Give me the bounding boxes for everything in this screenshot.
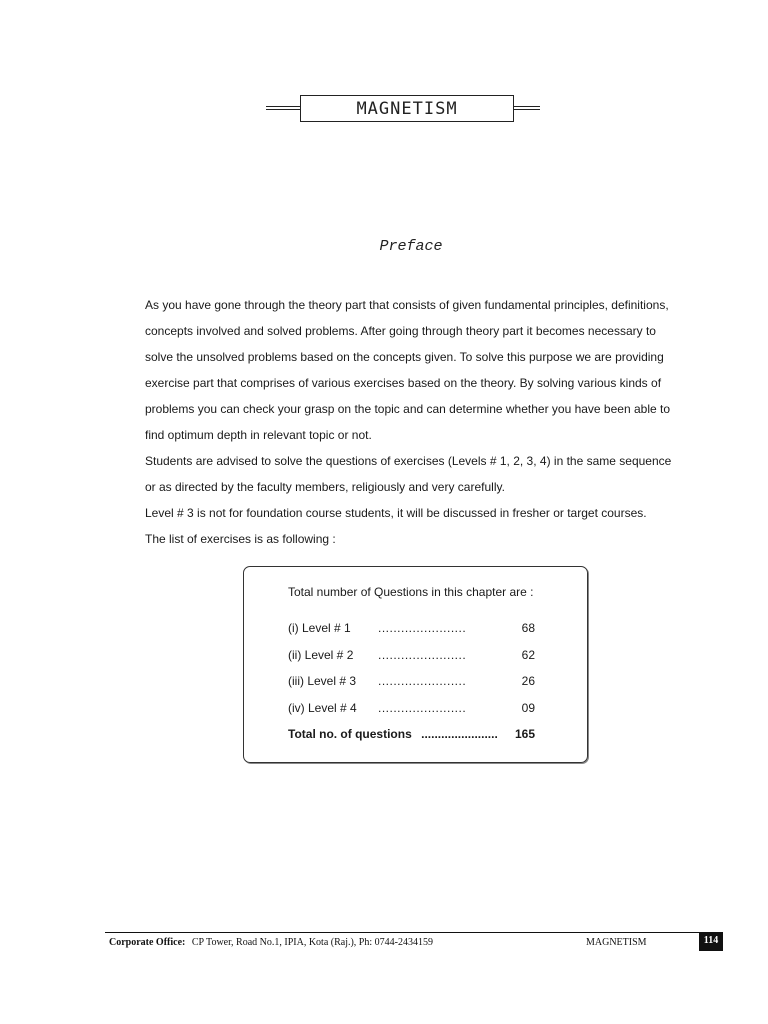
- level-label: (ii) Level # 2: [288, 648, 354, 662]
- level-count: 62: [521, 648, 535, 662]
- footer-subject: MAGNETISM: [586, 937, 647, 948]
- page-number: 114: [699, 933, 723, 951]
- level-row: [288, 701, 535, 717]
- level-row: [288, 648, 535, 664]
- office-address: CP Tower, Road No.1, IPIA, Kota (Raj.), Ph: 0744-2434159: [191, 937, 433, 948]
- chapter-title: MAGNETISM: [300, 95, 514, 122]
- preface-paragraph-3: Level # 3 is not for foundation course students, it will be discussed in fresher or target courses.: [145, 506, 647, 520]
- preface-paragraph-1: As you have gone through the theory part that consists of given fundamental principles, definitions, concepts involved and solved problems. After going through theory part it becomes necessary to solve the unsolved problems based on the concepts given. To solve this purpose we are providing exercise part that comprises of various exercises based on the theory. By solving various kinds of problems you can check your grasp on the topic and can determine whether you have been able to find optimum depth in relevant topic or not.: [145, 298, 670, 442]
- chapter-title-banner: [266, 95, 540, 124]
- level-label: (i) Level # 1: [288, 621, 351, 635]
- total-label: Total no. of questions: [288, 727, 412, 741]
- preface-heading: Preface: [379, 238, 443, 255]
- title-rule-right: [514, 106, 540, 110]
- leader-dots: .......................: [378, 621, 467, 635]
- office-label: Corporate Office:: [109, 937, 186, 948]
- level-count: 26: [521, 674, 535, 688]
- title-rule-left: [266, 106, 300, 110]
- preface-paragraph-4: The list of exercises is as following :: [145, 532, 336, 546]
- level-count: 68: [521, 621, 535, 635]
- leader-dots: .......................: [378, 648, 467, 662]
- level-count: 09: [521, 701, 535, 715]
- footer-rule: [105, 932, 723, 933]
- questions-box-title: Total number of Questions in this chapter are :: [288, 585, 534, 599]
- leader-dots: .......................: [378, 701, 467, 715]
- leader-dots: .......................: [378, 674, 467, 688]
- questions-summary-box: [243, 566, 588, 763]
- footer-office: [109, 937, 433, 948]
- level-row: [288, 621, 535, 637]
- total-count: 165: [514, 727, 535, 741]
- total-leader-dots: .......................: [421, 727, 498, 741]
- preface-body: [145, 292, 685, 552]
- total-questions-row: [288, 727, 535, 741]
- preface-paragraph-2: Students are advised to solve the questions of exercises (Levels # 1, 2, 3, 4) in the same sequence or as directed by the faculty members, religiously and very carefully.: [145, 454, 672, 494]
- level-label: (iv) Level # 4: [288, 701, 357, 715]
- level-row: [288, 674, 535, 690]
- level-label: (iii) Level # 3: [288, 674, 357, 688]
